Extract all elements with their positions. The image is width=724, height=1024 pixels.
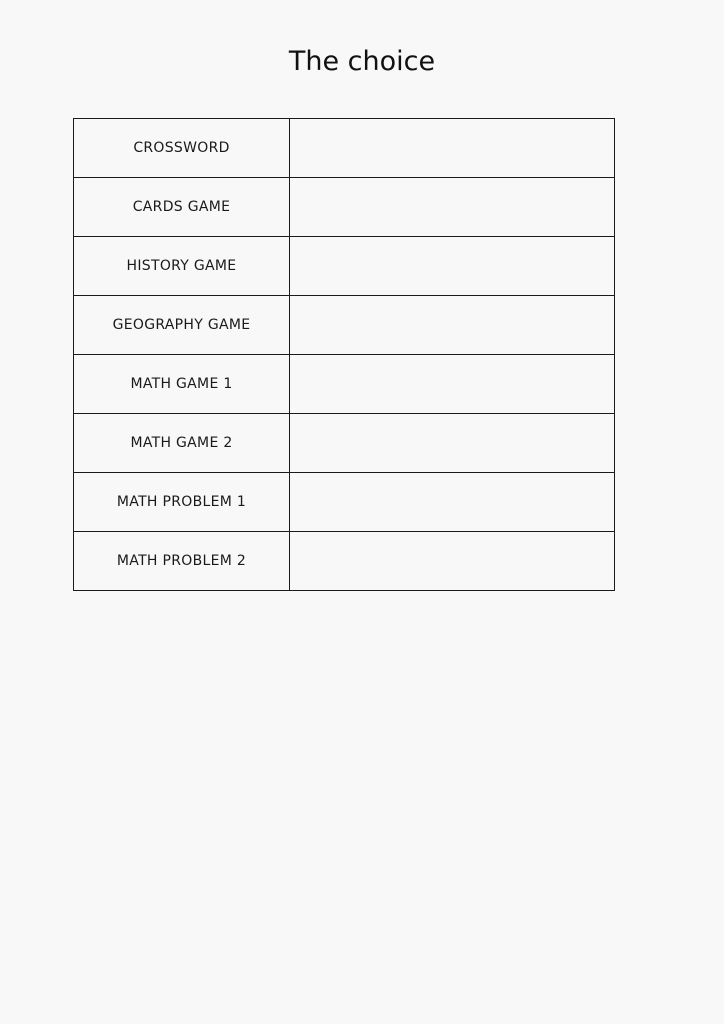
row-label: HISTORY GAME <box>74 237 290 296</box>
answer-cell <box>290 119 615 178</box>
row-label: MATH PROBLEM 1 <box>74 473 290 532</box>
row-label: MATH GAME 2 <box>74 414 290 473</box>
row-label: GEOGRAPHY GAME <box>74 296 290 355</box>
choice-table <box>73 118 615 591</box>
table-row <box>74 532 615 591</box>
answer-cell <box>290 178 615 237</box>
answer-cell <box>290 296 615 355</box>
answer-cell <box>290 414 615 473</box>
row-label: MATH PROBLEM 2 <box>74 532 290 591</box>
answer-cell <box>290 237 615 296</box>
row-label: CROSSWORD <box>74 119 290 178</box>
page-title: The choice <box>288 46 436 77</box>
table-row <box>74 473 615 532</box>
row-label: CARDS GAME <box>74 178 290 237</box>
table-row <box>74 296 615 355</box>
table-row <box>74 414 615 473</box>
answer-cell <box>290 473 615 532</box>
row-label: MATH GAME 1 <box>74 355 290 414</box>
table-row <box>74 178 615 237</box>
answer-cell <box>290 355 615 414</box>
table-row <box>74 237 615 296</box>
table-row <box>74 355 615 414</box>
answer-cell <box>290 532 615 591</box>
table-row <box>74 119 615 178</box>
